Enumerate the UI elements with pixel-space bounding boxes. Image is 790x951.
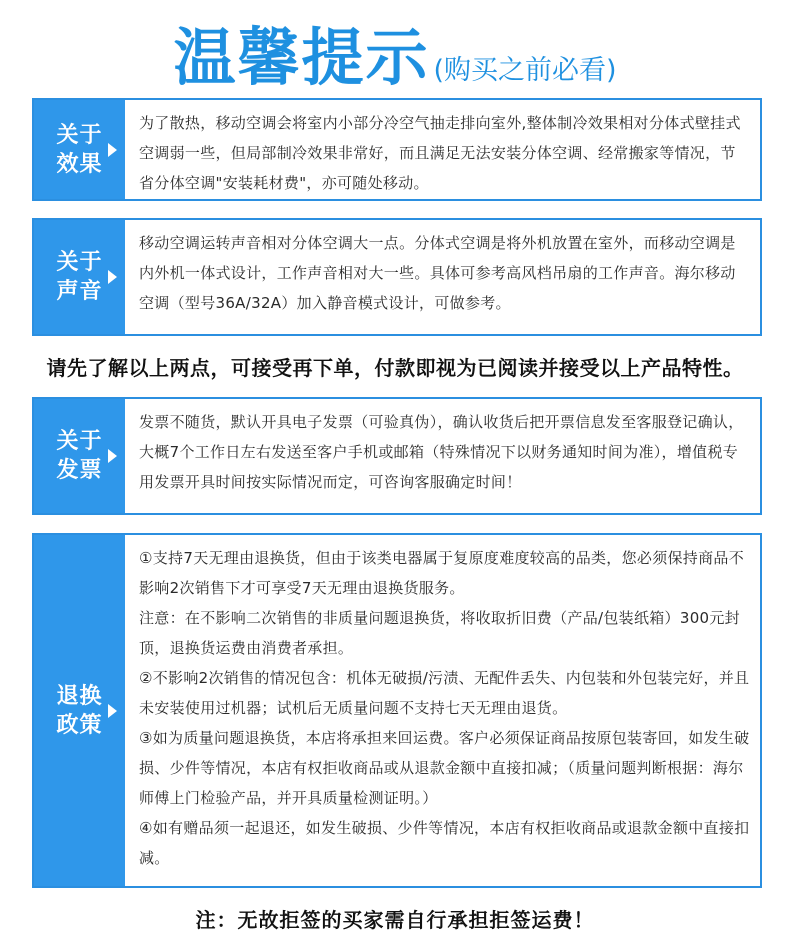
section-return-policy [32, 533, 762, 888]
notice-text: 请先了解以上两点，可接受再下单，付款即视为已阅读并接受以上产品特性。 [46, 356, 744, 380]
section-effect-body [125, 100, 760, 199]
section-effect-tab [34, 100, 125, 199]
section-invoice-label: 关于发票 [56, 429, 103, 483]
section-sound-label: 关于声音 [56, 250, 103, 304]
return-policy-item: ②不影响2次销售的情况包含：机体无破损/污渍、无配件丢失、内包装和外包装完好，并且未安装使用过机器；试机后无质量问题不支持七天无理由退货。 [139, 669, 750, 717]
triangle-right-icon [108, 143, 117, 157]
section-return-tab [34, 535, 125, 886]
page-header [0, 8, 790, 94]
return-policy-item: ①支持7天无理由退换货，但由于该类电器属于复原度难度较高的品类，您必须保持商品不影响2次销售下才可享受7天无理由退换货服务。 [139, 549, 744, 597]
section-invoice-tab [34, 399, 125, 513]
triangle-right-icon [108, 449, 117, 463]
section-effect-text: 为了散热，移动空调会将室内小部分冷空气抽走排向室外,整体制冷效果相对分体式壁挂式空调弱一些，但局部制冷效果非常好，而且满足无法安装分体空调、经常搬家等情况，节省分体空调"安装耗材费"，亦可随处移动。 [139, 114, 741, 192]
page-title: 温馨提示 [173, 21, 430, 94]
section-sound-body [125, 220, 760, 334]
section-invoice-text: 发票不随货，默认开具电子发票（可验真伪），确认收货后把开票信息发至客服登记确认，大概7个工作日左右发送至客户手机或邮箱（特殊情况下以财务通知时间为准），增值税专用发票开具时间按实际情况而定，可咨询客服确定时间！ [139, 413, 744, 491]
return-policy-item: ③如为质量问题退换货，本店将承担来回运费。客户必须保证商品按原包装寄回，如发生破损、少件等情况，本店有权拒收商品或从退款金额中直接扣减；（质量问题判断根据：海尔师傅上门检验产品，并开具质量检测证明。） [139, 729, 750, 807]
footer-note: 注：无故拒签的买家需自行承担拒签运费！ [195, 908, 595, 932]
section-effect-label: 关于效果 [56, 122, 103, 177]
section-return-label: 退换政策 [56, 683, 103, 738]
section-invoice-body [125, 399, 760, 513]
section-invoice [32, 397, 762, 515]
section-effect [32, 98, 762, 201]
section-sound-text: 移动空调运转声音相对分体空调大一点。分体式空调是将外机放置在室外，而移动空调是内外机一体式设计，工作声音相对大一些。具体可参考高风档吊扇的工作声音。海尔移动空调（型号36A/32A）加入静音模式设计，可做参考。 [139, 234, 736, 312]
triangle-right-icon [108, 270, 117, 284]
return-policy-note: 注意：在不影响二次销售的非质量问题退换货，将收取折旧费（产品/包装纸箱）300元封顶，退换货运费由消费者承担。 [139, 609, 740, 657]
section-sound [32, 218, 762, 336]
return-policy-item: ④如有赠品须一起退还，如发生破损、少件等情况，本店有权拒收商品或退款金额中直接扣减。 [139, 819, 750, 867]
section-sound-tab [34, 220, 125, 334]
section-return-body [125, 535, 760, 886]
page-subtitle: (购买之前必看) [433, 55, 617, 86]
triangle-right-icon [108, 704, 117, 718]
